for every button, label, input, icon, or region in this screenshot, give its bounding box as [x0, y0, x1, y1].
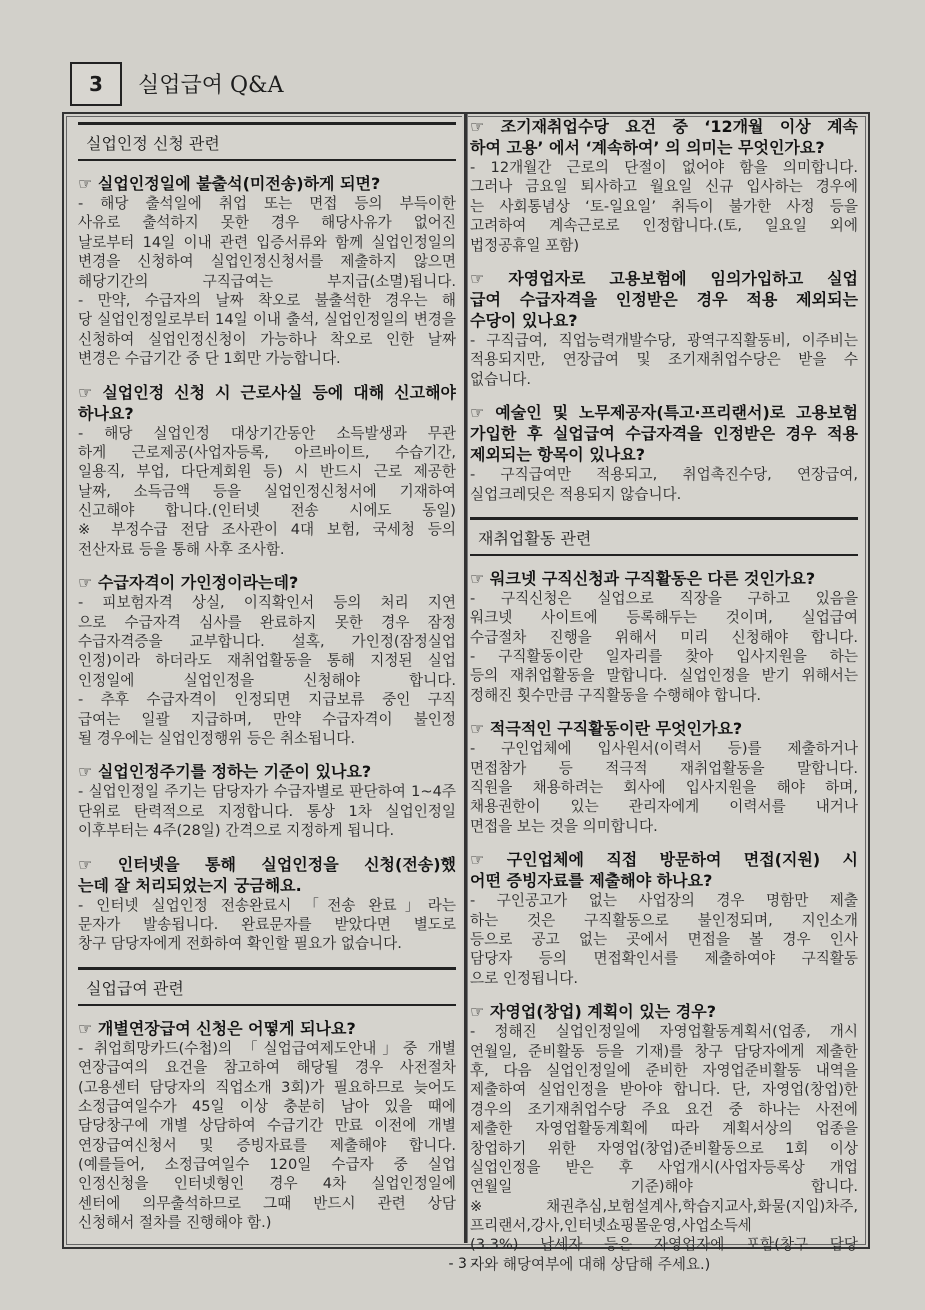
answer-line: 신고해야 합니다.(인터넷 전송 시에도 동일) [78, 502, 456, 520]
answer-line: 신청해서 절차를 진행해야 함.) [78, 1214, 272, 1232]
question-line: ☞ 워크넷 구직신청과 구직활동은 다른 것인가요? [470, 568, 816, 588]
answer-line: 단위로 탄력적으로 지정합니다. 통상 1차 실업인정일 [78, 802, 456, 820]
qa-item [470, 1001, 858, 1274]
answer-line: 연월일, 준비활동 등을 기재)를 창구 담당자에게 제출한 [470, 1042, 858, 1060]
qa-item [470, 116, 858, 255]
qa-item [78, 173, 456, 369]
answer-line: 실업인정을 받은 후 사업개시(사업자등록상 개업 [470, 1158, 858, 1176]
answer-line: 연장급여의 요건을 참고하여 해당될 경우 사전절차 [78, 1059, 456, 1077]
question-line: ☞ 구인업체에 직접 방문하여 면접(지원) 시 [470, 850, 858, 870]
answer [78, 593, 456, 748]
left-column [78, 116, 456, 1246]
answer-line: 법정공휴일 포함) [470, 236, 580, 254]
answer-line: 날로부터 14일 이내 관련 입증서류와 함께 실업인정일의 [78, 233, 456, 251]
question [470, 116, 858, 158]
question [470, 568, 858, 589]
answer-line: 없습니다. [470, 370, 532, 388]
answer-line: 워크넷 사이트에 등록해두는 것이며, 실업급여 [470, 609, 858, 627]
answer-line: 으로 인정됩니다. [470, 969, 578, 987]
answer-line: 담당창구에 개별 상담하여 수급기간 만료 이전에 개별 [78, 1117, 456, 1135]
question-line: 수당이 있나요? [470, 310, 578, 330]
question [78, 572, 456, 593]
qa-item [470, 849, 858, 988]
section-header: 재취업활동 관련 [470, 517, 858, 556]
answer-line: 인정신청을 인터넷형인 경우 4차 실업인정일에 [78, 1175, 456, 1193]
question [78, 173, 456, 194]
qa-item [78, 854, 456, 954]
answer-line: 수급자격증을 교부합니다. 설혹, 가인정(잠정실업 [78, 633, 456, 651]
question-line: ☞ 인터넷을 통해 실업인정을 신청(전송)했 [78, 854, 456, 874]
chapter-number: 3 [70, 62, 122, 106]
answer [470, 891, 858, 988]
section-header: 실업인정 신청 관련 [78, 122, 456, 161]
question-line: ☞ 수급자격이 가인정이라는데? [78, 573, 299, 593]
answer-line: 담당자 등의 면접확인서를 제출하여야 구직활동 [470, 950, 858, 968]
qa-item [78, 761, 456, 840]
question [470, 402, 858, 465]
answer-line: 자와 해당여부에 대해 상담해 주세요.) [470, 1255, 711, 1273]
answer-line: - 피보험자격 상실, 이직확인서 등의 처리 지연 [78, 594, 456, 612]
question-line: 급여 수급자격을 인정받은 경우 적용 제외되는 [470, 289, 858, 309]
answer-line: 변경을 신청하여 실업인정신청서를 제출하지 않으면 [78, 253, 456, 271]
qa-item [470, 402, 858, 504]
answer-line: 창구 담당자에게 전화하여 확인할 필요가 없습니다. [78, 935, 402, 953]
answer-line: - 실업인정일 주기는 담당자가 수급자별로 판단하여 1~4주 [78, 783, 456, 801]
answer-line: 제출하여 실업인정을 받아야 합니다. 단, 자영업(창업)한 [470, 1081, 858, 1099]
answer-line: - 추후 수급자격이 인정되면 지급보류 중인 구직 [78, 691, 456, 709]
question-line: ☞ 실업인정주기를 정하는 기준이 있나요? [78, 762, 372, 782]
page-title: 실업급여 Q&A [138, 73, 284, 98]
answer-line: - 12개월간 근로의 단절이 없어야 함을 의미합니다. [470, 159, 858, 176]
answer-line: 창업하기 위한 자영업(창업)준비활동으로 1회 이상 [470, 1139, 858, 1157]
question [78, 761, 456, 782]
answer-line: - 정해진 실업인정일에 자영업활동계획서(업종, 개시 [470, 1023, 858, 1041]
answer-line: 직원을 채용하려는 회사에 입사지원을 해야 하며, [470, 779, 858, 797]
answer-line: 일용직, 부업, 다단계회원 등) 시 반드시 근로 제공한 [78, 463, 456, 481]
answer-line: 경우의 조기재취업수당 주요 요건 중 하나는 사전에 [470, 1100, 858, 1118]
answer [78, 1039, 456, 1233]
answer-line: - 해당 출석일에 취업 또는 면접 등의 부득이한 [78, 195, 456, 212]
answer-line: 실업크레딧은 적용되지 않습니다. [470, 485, 682, 503]
answer-line: 면접참가 등 적극적 재취업활동을 말합니다. [470, 759, 858, 777]
answer [470, 331, 858, 389]
answer-line: 고려하여 계속근로로 인정합니다.(토, 일요일 외에 [470, 217, 858, 235]
answer [78, 782, 456, 840]
answer-line: 면접을 보는 것을 의미합니다. [470, 817, 658, 835]
right-column [470, 116, 858, 1287]
answer-line: 당 실업인정일로부터 14일 이내 출석, 실업인정일의 변경을 [78, 311, 456, 329]
answer-line: - 구직활동이란 일자리를 찾아 입사지원을 하는 [470, 648, 858, 666]
answer [78, 194, 456, 369]
question [470, 849, 858, 891]
answer-line: - 구직급여, 직업능력개발수당, 광역구직활동비, 이주비는 [470, 331, 858, 349]
answer-line: 하게 근로제공(사업자등록, 아르바이트, 수습기간, [78, 443, 456, 461]
question-line: ☞ 개별연장급여 신청은 어떻게 되나요? [78, 1018, 356, 1038]
answer [470, 589, 858, 705]
question-line: 는데 잘 처리되었는지 궁금해요. [78, 875, 302, 895]
answer-line: 이후부터는 4주(28일) 간격으로 지정하게 됩니다. [78, 822, 395, 840]
answer-line: 변경은 수급기간 중 단 1회만 가능합니다. [78, 350, 341, 368]
answer-line: 인정)이라 하더라도 재취업활동을 통해 지정된 실업 [78, 652, 456, 670]
answer-line: 될 경우에는 실업인정행위 등은 취소됩니다. [78, 729, 355, 747]
answer-line: - 구직급여만 적용되고, 취업촉진수당, 연장급여, [470, 466, 858, 484]
question-line: ☞ 조기재취업수당 요건 중 ‘12개월 이상 계속 [470, 117, 858, 136]
question-line: ☞ 예술인 및 노무제공자(특고·프리랜서)로 고용보험 [470, 403, 858, 423]
answer-line: 해당기간의 구직급여는 부지급(소멸)됩니다. [78, 272, 456, 290]
answer-line: 그러나 금요일 퇴사하고 월요일 신규 입사하는 경우에 [470, 178, 858, 196]
section-header: 실업급여 관련 [78, 967, 456, 1006]
answer-line: 적용되지만, 연장급여 및 조기재취업수당은 받을 수 [470, 351, 858, 369]
answer-line: 채용권한이 있는 관리자에게 이력서를 내거나 [470, 798, 858, 816]
answer-line: 정해진 횟수만큼 구직활동을 수행해야 합니다. [470, 686, 762, 704]
question [470, 268, 858, 331]
answer-line: - 구직신청은 실업으로 직장을 구하고 있음을 [470, 589, 858, 607]
answer-line: - 인터넷 실업인정 전송완료시 「전송 완료」라는 [78, 896, 456, 914]
question-line: 어떤 증빙자료를 제출해야 하나요? [470, 871, 713, 891]
column-divider [462, 114, 467, 1243]
answer-line: 하는 것은 구직활동으로 불인정되며, 지인소개 [470, 911, 858, 929]
answer-line: 제출한 자영업활동계획에 따라 계획서상의 업종을 [470, 1120, 858, 1138]
answer-line: 수급절차 진행을 위해서 미리 신청해야 합니다. [470, 628, 858, 646]
qa-item [470, 268, 858, 389]
question-line: 가입한 후 실업급여 수급자격을 인정받은 경우 적용 [470, 424, 858, 444]
question [470, 718, 858, 739]
qa-item [78, 1018, 456, 1233]
answer-line: (고용센터 담당자의 직업소개 3회)가 필요하므로 늦어도 [78, 1078, 456, 1096]
answer [470, 1022, 858, 1274]
answer-line: (예를들어, 소정급여일수 120일 수급자 중 실업 [78, 1156, 456, 1174]
answer [78, 896, 456, 954]
question-line: ☞ 실업인정 신청 시 근로사실 등에 대해 신고해야 [78, 382, 456, 402]
question [78, 382, 456, 424]
question-line: ☞ 적극적인 구직활동이란 무엇인가요? [470, 719, 743, 739]
answer-line: 신청하여 실업인정신청이 가능하나 착오로 인한 날짜 [78, 330, 456, 348]
answer-line: 후, 다음 실업인정일에 준비한 자영업준비활동 내역을 [470, 1061, 858, 1079]
page-number: - 3 - [448, 1256, 477, 1272]
qa-item [78, 572, 456, 748]
answer-line: ※ 채권추심,보험설계사,학습지교사,화물(지입)차주, [470, 1197, 858, 1215]
answer-line: 등으로 공고 없는 곳에서 면접을 볼 경우 인사 [470, 930, 858, 948]
question-line: 하나요? [78, 403, 134, 423]
answer-line: ※ 부정수급 전담 조사관이 4대 보험, 국세청 등의 [78, 521, 456, 539]
answer-line: (3.3%) 납세자 등은 자영업자에 포함(창구 담당 [470, 1236, 858, 1254]
answer-line: 프리랜서,강사,인터넷쇼핑몰운영,사업소득세 [470, 1217, 752, 1235]
question-line: 제외되는 항목이 있나요? [470, 445, 645, 465]
answer [470, 739, 858, 836]
answer-line: 인정일에 실업인정을 신청해야 합니다. [78, 671, 456, 689]
qa-item [470, 568, 858, 705]
answer-line: 등의 재취업활동을 말합니다. 실업인정을 받기 위해서는 [470, 667, 858, 685]
answer-line: - 해당 실업인정 대상기간동안 소득발생과 무관 [78, 424, 456, 442]
qa-item [78, 382, 456, 560]
answer-line: - 취업희망카드(수첩)의 「실업급여제도안내」중 개별 [78, 1039, 456, 1057]
answer-line: 문자가 발송됩니다. 완료문자를 받았다면 별도로 [78, 915, 456, 933]
question-line: 하여 고용’ 에서 ‘계속하여’ 의 의미는 무엇인가요? [470, 138, 825, 157]
answer-line: - 만약, 수급자의 날짜 착오로 불출석한 경우는 해 [78, 291, 456, 309]
answer [470, 158, 858, 255]
answer-line: 연월일 기준)해야 합니다. [470, 1178, 858, 1196]
answer-line: 소정급여일수가 45일 이상 충분히 남아 있을 때에 [78, 1097, 456, 1115]
answer-line: 전산자료 등을 통해 사후 조사함. [78, 540, 285, 558]
answer-line: 날짜, 소득금액 등을 실업인정신청서에 기재하여 [78, 482, 456, 500]
question [78, 1018, 456, 1039]
answer-line: - 구인공고가 없는 사업장의 경우 명함만 제출 [470, 892, 858, 910]
qa-item [470, 718, 858, 836]
answer-line: 으로 수급자격 심사를 완료하지 못한 경우 잠정 [78, 613, 456, 631]
question [78, 854, 456, 896]
answer-line: 센터에 의무출석하므로 그때 반드시 관련 상담 [78, 1194, 456, 1212]
answer-line: 연장급여신청서 및 증빙자료를 제출해야 합니다. [78, 1136, 456, 1154]
question-line: ☞ 실업인정일에 불출석(미전송)하게 되면? [78, 174, 381, 193]
question-line: ☞ 자영업(창업) 계획이 있는 경우? [470, 1002, 717, 1022]
answer-line: 는 사회통념상 ‘토-일요일’ 취득이 불가한 사정 등을 [470, 197, 858, 215]
question [470, 1001, 858, 1022]
answer-line: 사유로 출석하지 못한 경우 해당사유가 없어진 [78, 214, 456, 232]
question-line: ☞ 자영업자로 고용보험에 임의가입하고 실업 [470, 268, 858, 288]
answer-line: - 구인업체에 입사원서(이력서 등)를 제출하거나 [470, 740, 858, 758]
answer [470, 465, 858, 504]
answer [78, 424, 456, 560]
answer-line: 급여는 일괄 지급하며, 만약 수급자격이 불인정 [78, 710, 456, 728]
